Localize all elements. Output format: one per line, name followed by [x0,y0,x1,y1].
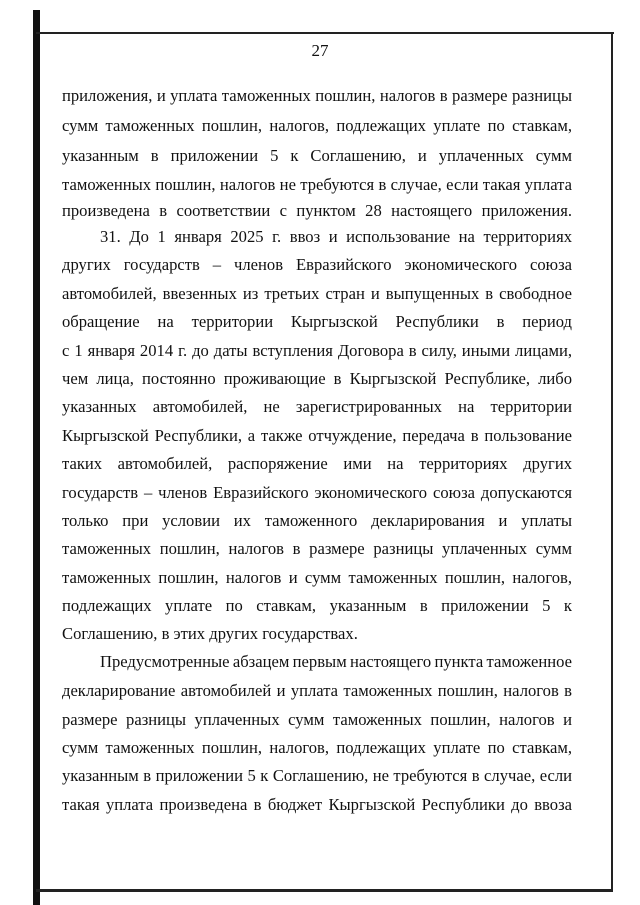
text-line [62,681,572,701]
text-line-content: Кыргызской Республики, а также отчуждение, передача в пользование [62,426,572,445]
text-line-content: указанных автомобилей, не зарегистрированных на территории [62,397,572,416]
text-line-content: обращение на территории Кыргызской Республики в период [62,312,572,331]
text-line [62,175,572,195]
text-line-content: только при условии их таможенного декларирования и уплаты [62,511,572,530]
text-line [62,568,572,588]
text-line [62,511,572,531]
text-line [62,710,572,730]
text-line-content: такая уплата произведена в бюджет Кыргызской Республики до ввоза [62,795,572,814]
text-line [62,284,572,304]
text-line [62,454,572,474]
text-line [62,146,572,166]
text-line-content: государств – членов Евразийского экономического союза допускаются [62,483,572,502]
text-line-content: сумм таможенных пошлин, налогов, подлежащих уплате по ставкам, [62,738,572,757]
text-line-content: таможенных пошлин, налогов не требуются в случае, если такая уплата [62,175,572,194]
text-line [62,255,572,275]
text-line [62,795,572,815]
text-line [62,369,572,389]
text-line [62,397,572,417]
text-line [62,116,572,136]
text-line [62,596,572,616]
text-line-content: таможенных пошлин, налогов и сумм таможенных пошлин, налогов, [62,568,572,587]
text-line [62,539,572,559]
text-line [62,312,572,332]
scan-border-top [36,32,614,34]
paragraph-first-line [100,652,572,672]
text-line [62,738,572,758]
text-line-content: таких автомобилей, распоряжение ими на территориях других [62,454,572,473]
text-line [62,201,572,221]
text-line-content: декларирование автомобилей и уплата таможенных пошлин, налогов в [62,681,572,700]
text-line [62,426,572,446]
paragraph-first-line [100,227,572,247]
text-line-content: других государств – членов Евразийского экономического союза [62,255,572,274]
scan-border-left [33,10,40,905]
text-line-content: таможенных пошлин, налогов в размере разницы уплаченных сумм [62,539,572,558]
text-line [62,86,572,106]
text-line-content: размере разницы уплаченных сумм таможенных пошлин, налогов и [62,710,572,729]
text-line-content: Соглашению, в этих других государствах. [62,624,358,643]
text-line-content: произведена в соответствии с пунктом 28 настоящего приложения. [62,201,572,220]
text-line-content: сумм таможенных пошлин, налогов, подлежащих уплате по ставкам, [62,116,572,135]
text-line-content: 31. До 1 января 2025 г. ввоз и использование на территориях [100,227,572,246]
text-line-content: указанным в приложении 5 к Соглашению, и уплаченных сумм [62,146,572,165]
text-line-content: приложения, и уплата таможенных пошлин, налогов в размере разницы [62,86,572,105]
page-number: 27 [311,41,329,60]
text-line-content: с 1 января 2014 г. до даты вступления Договора в силу, иными лицами, [62,341,572,360]
text-line-content: чем лица, постоянно проживающие в Кыргызской Республике, либо [62,369,572,388]
text-line [62,766,572,786]
scan-border-right [611,32,613,892]
scan-border-bottom [36,889,613,892]
text-line-content: Предусмотренные абзацем первым настоящего пункта таможенное [100,652,572,671]
text-line [62,483,572,503]
text-line-content: подлежащих уплате по ставкам, указанным в приложении 5 к [62,596,572,615]
text-line [62,341,572,361]
text-line [62,624,572,644]
text-line-content: автомобилей, ввезенных из третьих стран и выпущенных в свободное [62,284,572,303]
text-line-content: указанным в приложении 5 к Соглашению, не требуются в случае, если [62,766,572,785]
